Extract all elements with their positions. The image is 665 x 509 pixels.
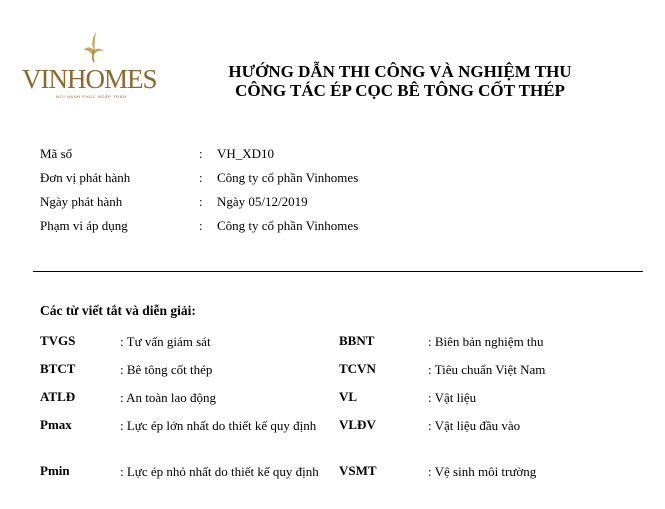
abbreviation-term: VLĐV: [339, 417, 376, 432]
meta-value: Công ty cổ phần Vinhomes: [217, 218, 359, 233]
abbreviation-term: TCVN: [339, 361, 376, 376]
section-divider: [33, 271, 643, 272]
document-title: [190, 62, 610, 100]
abbreviation-term: Pmax: [40, 417, 72, 432]
meta-colon: :: [199, 170, 203, 185]
abbreviations-table: [40, 333, 640, 509]
abbreviation-desc: : Tư vấn giám sát: [120, 334, 211, 349]
abbreviation-row: [40, 333, 640, 361]
abbreviation-term: VSMT: [339, 463, 377, 478]
abbreviation-row: [40, 417, 640, 463]
abbreviation-term: VL: [339, 389, 358, 404]
abbreviation-desc: : Vật liệu: [428, 390, 477, 405]
logo-tagline: NƠI HẠNH PHÚC NGẬP TRÀN: [56, 94, 127, 99]
abbreviation-desc: : Lực ép lớn nhất do thiết kế quy định: [120, 418, 317, 433]
abbreviation-term: BBNT: [339, 333, 375, 348]
meta-colon: :: [199, 194, 203, 209]
abbreviation-term: Pmin: [40, 463, 70, 478]
abbreviation-row: [40, 361, 640, 389]
abbreviation-desc: : Vật liệu đầu vào: [428, 418, 521, 433]
abbreviation-desc: : Vệ sinh môi trường: [428, 464, 537, 479]
abbreviation-row: [40, 463, 640, 509]
abbreviation-desc: : Biên bản nghiệm thu: [428, 334, 544, 349]
logo-brand: VINHOMES: [22, 64, 157, 94]
abbreviation-row: [40, 389, 640, 417]
meta-value: Ngày 05/12/2019: [217, 194, 308, 209]
abbreviations-heading: Các từ viết tắt và diễn giải:: [40, 303, 196, 318]
abbreviation-desc: : Lực ép nhỏ nhất do thiết kế quy định: [120, 464, 319, 479]
title-line-1: HƯỚNG DẪN THI CÔNG VÀ NGHIỆM THU: [228, 62, 572, 81]
meta-label: Đơn vị phát hành: [40, 170, 131, 185]
meta-value: VH_XD10: [217, 146, 275, 161]
abbreviation-term: TVGS: [40, 333, 76, 348]
meta-colon: :: [199, 218, 203, 233]
meta-label: Mã số: [40, 146, 73, 161]
abbreviation-desc: : An toàn lao động: [120, 390, 217, 405]
vinhomes-logo: [22, 30, 162, 105]
meta-label: Ngày phát hành: [40, 194, 123, 209]
title-line-2: CÔNG TÁC ÉP CỌC BÊ TÔNG CỐT THÉP: [235, 81, 565, 100]
phoenix-icon: [82, 30, 106, 64]
abbreviation-desc: : Bê tông cốt thép: [120, 362, 213, 377]
meta-colon: :: [199, 146, 203, 161]
meta-value: Công ty cổ phần Vinhomes: [217, 170, 359, 185]
abbreviation-term: ATLĐ: [40, 389, 76, 404]
abbreviation-term: BTCT: [40, 361, 76, 376]
meta-label: Phạm vi áp dụng: [40, 218, 128, 233]
abbreviation-desc: : Tiêu chuẩn Việt Nam: [428, 362, 546, 377]
